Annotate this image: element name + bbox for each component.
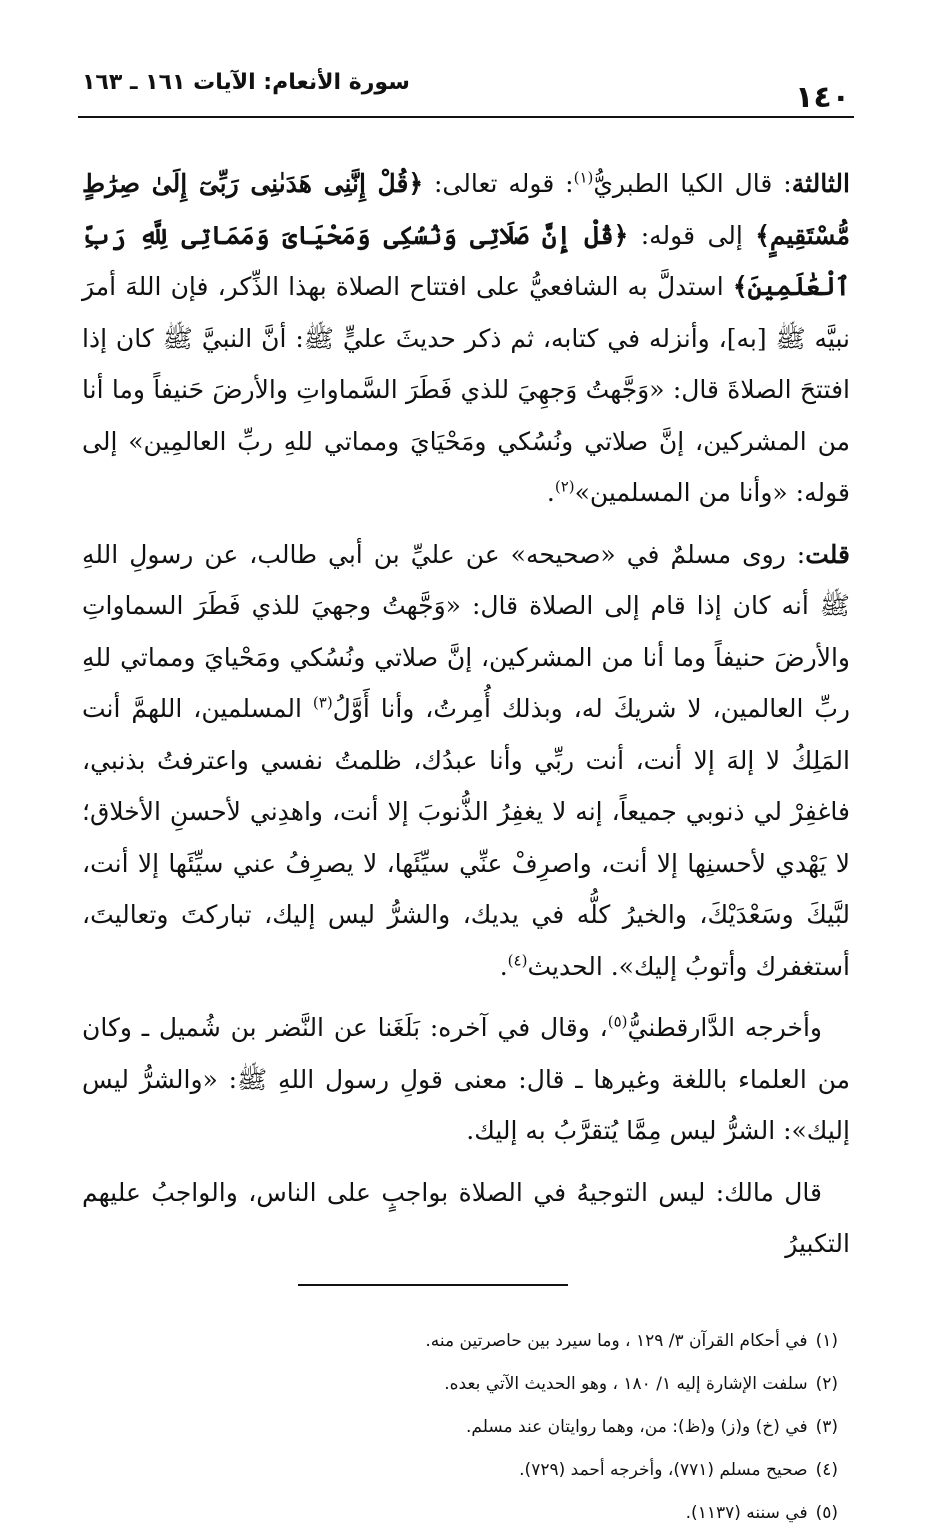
footnote-text: في أحكام القرآن ٣/ ١٢٩ ، وما سيرد بين حاصرتين منه. [425,1330,808,1351]
footnote [78,1320,838,1363]
footnote-number: (٤) [815,1459,838,1480]
quran-verse: ﴿قُلْ إِنَّ صَلَاتِى وَنُسُكِى وَمَحْيَاىَ وَمَمَاتِى لِلَّهِ رَبِّ ٱلْعَٰلَمِينَ﴾ [82,220,850,301]
paragraph-text: : روى مسلمٌ في «صحيحه» عن عليِّ بن أبي طالب، عن رسولِ اللهِ ﷺ أنه كان إذا قام إلى الصلاة قال: «وَجَّهتُ وجهيَ للذي فَطَرَ السماواتِ والأرضَ حنيفاً وما أنا من المشركين، إنَّ صلاتي ونُسُكي ومَحْيايَ ومماتي للهِ ربِّ العالمين، لا شريكَ له، وبذلك أُمِرتُ، وأنا أَوَّلُ [82,539,850,723]
footnote-number: (٥) [815,1502,838,1523]
paragraph-daraqutni [78,1002,854,1157]
footnote [78,1406,838,1449]
footnote-text: سلفت الإشارة إليه ١/ ١٨٠ ، وهو الحديث الآتي بعده. [444,1373,808,1394]
footnote-ref: (٣) [312,693,333,712]
paragraph-text: : قوله تعالى: [423,169,574,198]
paragraph-text: : قال الكيا الطبريُّ [593,169,792,198]
running-header [78,62,854,118]
page-number: ١٤٠ [795,80,850,115]
footnote-number: (٢) [815,1373,838,1394]
footnote [78,1492,838,1535]
quran-verse: ﴿قُلْ إِنَّنِى هَدَىٰنِى رَبِّىٓ إِلَىٰ صِرَٰطٍ مُّسْتَقِيمٍ﴾ [82,169,850,250]
paragraph-text: قال مالك: ليس التوجيهُ في الصلاة بواجبٍ على الناس، والواجبُ عليهم التكبيرُ [82,1177,850,1258]
footnote-ref: (٥) [607,1012,628,1031]
paragraph-text: استدلَّ به الشافعيُّ على افتتاح الصلاة بهذا الذِّكر، فإن اللهَ أمرَ نبيَّه ﷺ [به]، وأنزله في كتابه، ثم ذكر حديثَ عليٍّ ﷺ: أنَّ النبيَّ ﷺ كان إذا افتتحَ الصلاةَ قال: «وَجَّهتُ وَجهِيَ للذي فَطَرَ السَّماواتِ والأرضَ حَنيفاً وما أنا من المشركين، إنَّ صلاتي ونُسُكي ومَحْيَايَ ومماتي للهِ ربِّ العالمِين» إلى قوله: «وأنا من المسلمين» [82,272,850,507]
footnote-separator [298,1284,568,1286]
footnote-text: في (خ) و(ز) و(ظ): من، وهما روايتان عند مسلم. [466,1416,808,1437]
footnote [78,1449,838,1492]
paragraph-lead: الثالثة [791,169,850,198]
footnote-number: (٣) [815,1416,838,1437]
footnote-ref: (١) [573,168,594,187]
surah-title: سورة الأنعام: الآيات ١٦١ ـ ١٦٣ [82,70,410,95]
paragraph-qultu [78,529,854,993]
footnote-ref: (٤) [507,951,528,970]
paragraph-lead: قلت [805,539,850,569]
main-text [78,158,854,1270]
paragraph-malik [78,1167,854,1270]
footnote-text: صحيح مسلم (٧٧١)، وأخرجه أحمد (٧٢٩). [519,1459,808,1480]
book-page [78,62,854,1523]
paragraph-text: وأخرجه الدَّارقطنيُّ [627,1013,822,1042]
footnote-number: (١) [815,1330,838,1351]
paragraph-third-point [78,158,854,519]
paragraph-text: . [546,478,555,507]
paragraph-text: المسلمين، اللهمَّ أنت المَلِكُ لا إلهَ إلا أنت، أنت ربِّي وأنا عبدُك، ظلمتُ نفسي واعترفتُ بذنبي، فاغفِرْ لي ذنوبي جميعاً، إنه لا يغفِرُ الذُّنوبَ إلا أنت، واهدِني لأحسنِ الأخلاق؛ لا يَهْدي لأحسنِها إلا أنت، واصرِفْ عنِّي سيِّئَها، لا يصرِفُ عني سيِّئَها إلا أنت، لبَّيكَ وسَعْدَيْكَ، والخيرُ كلُّه في يديك، والشرُّ ليس إليك، تباركتَ وتعاليتَ، أستغفرك وأتوبُ إليك». الحديث [82,694,850,981]
footnote [78,1363,838,1406]
footnotes [78,1320,854,1535]
footnote-text: في سننه (١١٣٧). [685,1502,808,1523]
paragraph-text: ، وقال في آخره: بَلَغَنا عن النَّضر بن شُميل ـ وكان من العلماء باللغة وغيرها ـ قال: معنى قولِ رسول اللهِ ﷺ: «والشرُّ ليس إليك»: الشرُّ ليس مِمَّا يُتقرَّبُ به إليك. [82,1013,850,1145]
paragraph-text: إلى قوله: [628,220,756,250]
footnote-separator-wrap [78,1284,854,1298]
footnote-ref: (٢) [554,477,575,496]
paragraph-text: . [499,951,508,981]
